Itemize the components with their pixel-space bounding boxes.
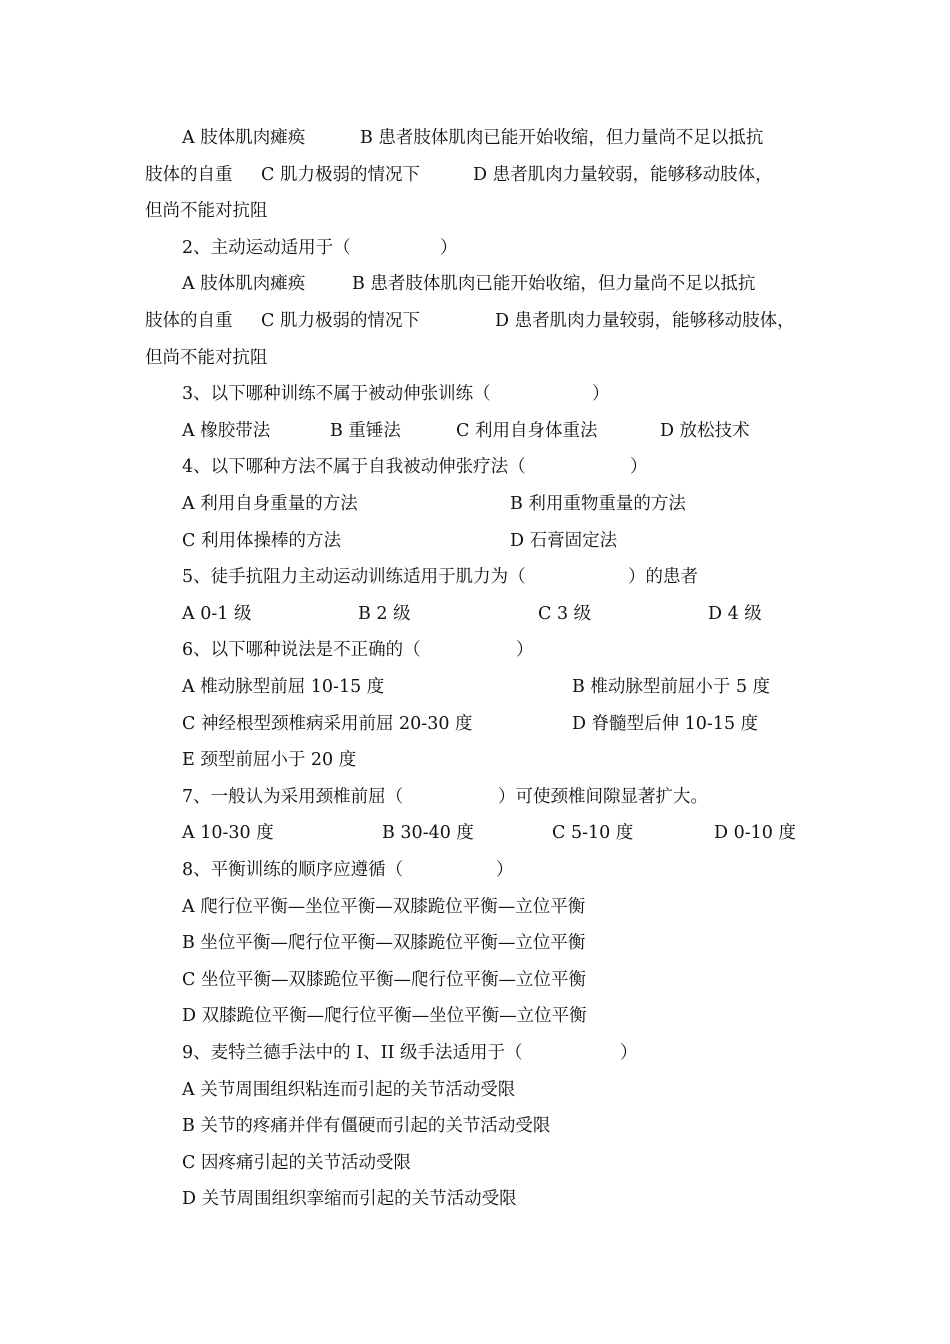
text-segment: C 利用体操棒的方法 bbox=[182, 530, 341, 551]
text-line bbox=[182, 413, 862, 449]
text-segment: D 脊髓型后伸 10-15 度 bbox=[572, 713, 759, 734]
text-segment: B 利用重物重量的方法 bbox=[510, 494, 686, 514]
text-segment: ）可使颈椎间隙显著扩大。 bbox=[498, 786, 708, 807]
text-line bbox=[182, 1035, 862, 1071]
text-line bbox=[182, 376, 862, 412]
text-segment: D 患者肌肉力量较弱，能够移动肢体， bbox=[495, 311, 795, 331]
text-line bbox=[182, 1181, 862, 1217]
text-segment: 但尚不能对抗阻 bbox=[145, 201, 268, 222]
text-line bbox=[182, 889, 862, 925]
text-segment: D 0-10 度 bbox=[714, 823, 796, 844]
text-segment: D 4 级 bbox=[708, 603, 762, 624]
text-line bbox=[145, 193, 825, 229]
text-segment: A 利用自身重量的方法 bbox=[182, 494, 358, 514]
text-line bbox=[182, 632, 862, 668]
text-line bbox=[182, 998, 862, 1034]
text-segment: 2、主动运动适用于（ bbox=[182, 237, 351, 258]
text-segment: ） bbox=[592, 384, 610, 405]
text-segment: B 患者肢体肌肉已能开始收缩，但力量尚不足以抵抗 bbox=[360, 128, 764, 148]
text-segment: C 坐位平衡—双膝跪位平衡—爬行位平衡—立位平衡 bbox=[182, 969, 586, 990]
text-segment: A 关节周围组织粘连而引起的关节活动受限 bbox=[182, 1079, 516, 1100]
text-line bbox=[182, 559, 862, 595]
text-line bbox=[182, 779, 862, 815]
text-segment: ） bbox=[496, 860, 514, 880]
text-line bbox=[182, 596, 862, 632]
text-segment: C 利用自身体重法 bbox=[456, 420, 598, 441]
text-segment: E 颈型前屈小于 20 度 bbox=[182, 750, 357, 771]
text-line bbox=[182, 925, 862, 961]
text-segment: A 0-1 级 bbox=[182, 603, 252, 624]
text-line bbox=[182, 962, 862, 998]
text-segment: 9、麦特兰德手法中的 I、II 级手法适用于（ bbox=[182, 1043, 523, 1063]
text-segment: D 关节周围组织挛缩而引起的关节活动受限 bbox=[182, 1189, 517, 1210]
text-line bbox=[182, 669, 862, 705]
text-line bbox=[182, 449, 862, 485]
text-segment: C 神经根型颈椎病采用前屈 20-30 度 bbox=[182, 713, 473, 734]
text-segment: C 3 级 bbox=[538, 603, 592, 624]
text-segment: A 椎动脉型前屈 10-15 度 bbox=[182, 677, 385, 697]
text-segment: B 坐位平衡—爬行位平衡—双膝跪位平衡—立位平衡 bbox=[182, 933, 586, 954]
text-segment: D 双膝跪位平衡—爬行位平衡—坐位平衡—立位平衡 bbox=[182, 1006, 587, 1027]
text-segment: D 放松技术 bbox=[660, 420, 750, 441]
text-segment: A 肢体肌肉瘫痪 bbox=[182, 274, 306, 295]
text-line bbox=[182, 266, 862, 302]
text-segment: ） bbox=[630, 457, 648, 478]
text-segment: C 肌力极弱的情况下 bbox=[261, 311, 420, 331]
text-segment: C 5-10 度 bbox=[552, 823, 634, 844]
text-segment: 4、以下哪种方法不属于自我被动伸张疗法（ bbox=[182, 457, 526, 478]
text-segment: 6、以下哪种说法是不正确的（ bbox=[182, 640, 421, 661]
text-line bbox=[182, 852, 862, 888]
text-segment: 7、一般认为采用颈椎前屈（ bbox=[182, 786, 404, 807]
text-line bbox=[182, 1108, 862, 1144]
text-segment: ） bbox=[440, 237, 458, 258]
text-line bbox=[182, 486, 862, 522]
text-segment: 8、平衡训练的顺序应遵循（ bbox=[182, 860, 404, 880]
text-segment: ）的患者 bbox=[628, 567, 698, 588]
text-segment: B 重锤法 bbox=[330, 420, 401, 441]
text-line bbox=[145, 303, 825, 339]
text-segment: C 肌力极弱的情况下 bbox=[261, 164, 420, 185]
text-segment: D 患者肌肉力量较弱，能够移动肢体， bbox=[473, 164, 773, 185]
text-line bbox=[145, 340, 825, 376]
text-line bbox=[182, 742, 862, 778]
text-segment: A 肢体肌肉瘫痪 bbox=[182, 128, 306, 148]
text-segment: A 爬行位平衡—坐位平衡—双膝跪位平衡—立位平衡 bbox=[182, 896, 586, 917]
text-segment: B 30-40 度 bbox=[382, 823, 474, 844]
text-segment: 5、徒手抗阻力主动运动训练适用于肌力为（ bbox=[182, 567, 526, 588]
text-segment: 肢体的自重 bbox=[145, 311, 233, 331]
text-segment: A 橡胶带法 bbox=[182, 420, 271, 441]
text-segment: ） bbox=[516, 640, 534, 661]
text-segment: C 因疼痛引起的关节活动受限 bbox=[182, 1152, 411, 1173]
text-segment: ） bbox=[620, 1043, 638, 1063]
text-line bbox=[182, 1145, 862, 1181]
text-segment: B 患者肢体肌肉已能开始收缩，但力量尚不足以抵抗 bbox=[352, 274, 756, 295]
text-line bbox=[182, 1072, 862, 1108]
text-segment: 3、以下哪种训练不属于被动伸张训练（ bbox=[182, 384, 491, 405]
text-line bbox=[182, 815, 862, 851]
text-segment: B 椎动脉型前屈小于 5 度 bbox=[572, 677, 771, 697]
text-segment: B 关节的疼痛并伴有僵硬而引起的关节活动受限 bbox=[182, 1116, 551, 1137]
text-line bbox=[182, 523, 862, 559]
text-segment: A 10-30 度 bbox=[182, 823, 274, 844]
text-segment: D 石膏固定法 bbox=[510, 530, 618, 551]
text-segment: B 2 级 bbox=[358, 603, 411, 624]
text-line bbox=[182, 706, 862, 742]
text-line bbox=[182, 120, 862, 156]
text-segment: 肢体的自重 bbox=[145, 164, 233, 185]
text-line bbox=[182, 230, 862, 266]
text-line bbox=[145, 157, 825, 193]
text-segment: 但尚不能对抗阻 bbox=[145, 347, 268, 368]
